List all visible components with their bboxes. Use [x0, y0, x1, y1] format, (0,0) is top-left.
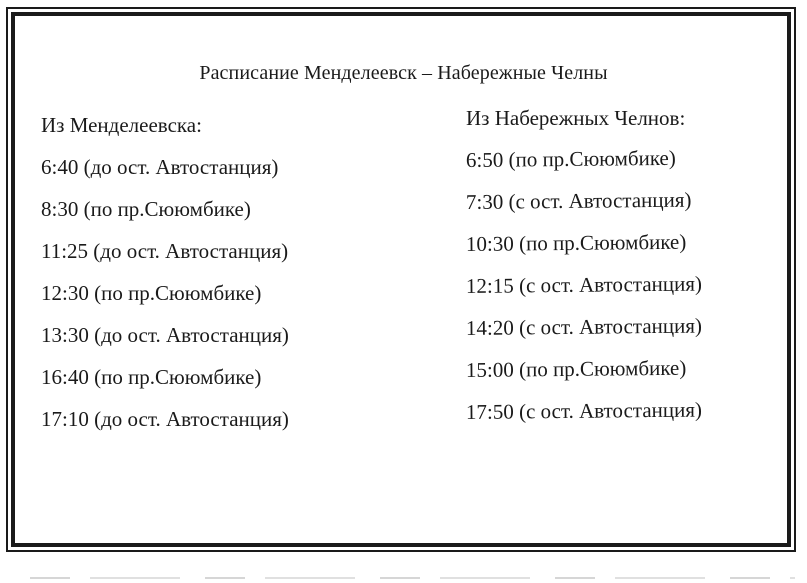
- departure-row: 17:10 (до ост. Автостанция): [41, 407, 289, 431]
- departure-row: 7:30 (с ост. Автостанция): [465, 187, 692, 214]
- departure-row: 8:30 (по пр.Сююмбике): [41, 197, 251, 221]
- departure-row: 11:25 (до ост. Автостанция): [41, 239, 289, 263]
- column-header-from-naberezhnye-chelny: Из Набережных Челнов:: [466, 106, 686, 130]
- departure-row: 10:30 (по пр.Сююмбике): [465, 229, 687, 256]
- departure-row: 17:50 (с ост. Автостанция): [465, 397, 703, 424]
- departure-row: 6:40 (до ост. Автостанция): [41, 155, 279, 179]
- departure-row: 12:15 (с ост. Автостанция): [465, 271, 703, 298]
- schedule-column-from-naberezhnye-chelny: [466, 103, 702, 439]
- schedule-title: Расписание Менделеевск – Набережные Челны: [199, 62, 608, 84]
- scan-edge-line: [30, 577, 795, 579]
- departure-row: 15:00 (по пр.Сююмбике): [465, 355, 687, 382]
- departure-row: 6:50 (по пр.Сююмбике): [465, 145, 676, 172]
- departure-row: 14:20 (с ост. Автостанция): [465, 313, 703, 340]
- column-header-from-mendeleevsk: Из Менделеевска:: [41, 113, 202, 137]
- departure-row: 13:30 (до ост. Автостанция): [41, 323, 289, 347]
- schedule-column-from-mendeleevsk: [41, 110, 289, 446]
- departure-row: 16:40 (по пр.Сююмбике): [41, 365, 262, 389]
- departure-row: 12:30 (по пр.Сююмбике): [41, 281, 262, 305]
